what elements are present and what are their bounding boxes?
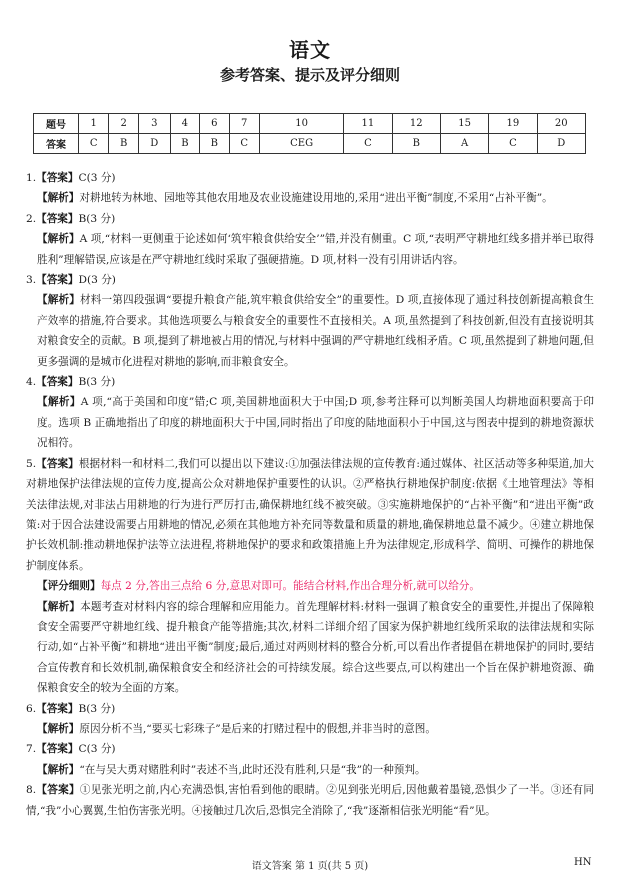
answer-cell: C: [489, 134, 537, 154]
question-number-cell: 3: [138, 114, 170, 134]
answer-tag: 【答案】: [36, 376, 79, 389]
answer-text: ①见张光明之前,内心充满恐惧,害怕看到他的眼睛。②见到张光明后,因他戴着墨镜,恐惧少了一半。③还有同情,“我”小心翼翼,生怕伤害张光明。④接触过几次后,恐惧完全消除了,“我”逐渐相信张光明能“看”见。: [26, 784, 595, 817]
question-number-cell: 19: [489, 114, 537, 134]
answer-cell: B: [170, 134, 199, 154]
analysis-text: 原因分析不当,“要买七彩珠子”是后来的打赌过程中的假想,并非当时的意图。: [79, 722, 436, 735]
analysis-paragraph: [26, 719, 594, 739]
page-title: 语文: [289, 38, 331, 62]
question-number: 6.: [26, 702, 37, 715]
answer-tag: 【答案】: [36, 212, 79, 225]
analysis-text: A 项,“高于美国和印度”错;C 项,美国耕地面积大于中国;D 项,参考注释可以判断美国人均耕地面积要高于印度。选项 B 正确地指出了印度的耕地面积大于中国,同时指出了印度的陆地面积小于中国,这与图表中提到的耕地资源状况相符。: [37, 396, 595, 450]
question-number-cell: 10: [259, 114, 343, 134]
question-number: 5.: [26, 457, 37, 470]
question-number-cell: 20: [537, 114, 585, 134]
answer-tag: 【答案】: [36, 784, 80, 797]
answer-tag: 【答案】: [36, 274, 79, 287]
question-number: 4.: [26, 376, 37, 389]
answer-value: B(3 分): [78, 212, 116, 225]
analysis-tag: 【解析】: [37, 763, 80, 776]
page-footer: 语文答案 第 1 页(共 5 页): [251, 861, 369, 872]
table-header-cell: 答案: [34, 134, 79, 154]
analysis-tag: 【解析】: [37, 294, 81, 307]
answer-cell: D: [138, 134, 170, 154]
question-number-cell: 11: [344, 114, 392, 134]
answer-content: [26, 168, 594, 821]
answer-tag: 【答案】: [36, 743, 79, 756]
question-number-cell: 12: [392, 114, 440, 134]
answer-value: C(3 分): [78, 172, 116, 184]
question-answer-line: [26, 699, 594, 719]
footer-region-code: HN: [574, 857, 592, 868]
question-number-cell: 2: [109, 114, 138, 134]
analysis-tag: 【解析】: [37, 233, 80, 246]
scoring-text: 每点 2 分,答出三点给 6 分,意思对即可。能结合材料,作出合理分析,就可以给分。: [100, 580, 480, 593]
table-header-cell: 题号: [34, 114, 79, 134]
question-answer-line: [26, 168, 594, 188]
question-answer-line: [26, 454, 594, 576]
answer-value: C(3 分): [78, 743, 116, 756]
question-answer-line: [26, 739, 594, 759]
analysis-text: 材料一第四段强调“要提升粮食产能,筑牢粮食供给安全”的重要性。D 项,直接体现了通过科技创新提高粮食生产效率的措施,符合要求。其他选项要么与粮食安全的重要性不直接相关。A 项,虽然提到了科技创新,但没有直接说明其对粮食安全的贡献。B 项,提到了耕地被占用的情况,与材料中强调的严守耕地红线相矛盾。C 项,虽然提到了耕地问题,但更多强调的是城市化进程对耕地的影响,而非粮食安全。: [37, 294, 594, 368]
question-number: 8.: [26, 784, 37, 797]
analysis-text: 本题考查对材料内容的综合理解和应用能力。首先理解材料:材料一强调了粮食安全的重要性,并提出了保障粮食安全需要严守耕地红线、提升粮食产能等措施;其次,材料二详细介绍了国家为保护耕地红线所采取的法律法规和实际行动,如“占补平衡”和耕地“进出平衡”制度;最后,通过对两则材料的整合分析,可以看出作者提倡在耕地保护的同时,要结合宣传教育和长效机制,确保粮食安全和经济社会的可持续发展。综合这些要点,可以构建出一个旨在保护耕地资源、确保粮食安全的较为全面的方案。: [37, 600, 595, 695]
question-number-cell: 4: [170, 114, 199, 134]
answer-cell: A: [440, 134, 488, 154]
answer-cell: C: [229, 134, 259, 154]
answer-cell: CEG: [259, 134, 343, 154]
answer-value: B(3 分): [78, 702, 116, 715]
page-subtitle: 参考答案、提示及评分细则: [219, 66, 400, 84]
question-number: 2.: [26, 212, 37, 225]
answer-value: D(3 分): [78, 274, 116, 287]
question-answer-line: [26, 270, 594, 290]
analysis-paragraph: [26, 229, 594, 270]
question-number: 7.: [26, 743, 37, 756]
answer-table: [33, 113, 586, 154]
question-answer-line: [26, 372, 594, 392]
analysis-tag: 【解析】: [37, 722, 80, 735]
scoring-tag: 【评分细则】: [37, 580, 101, 593]
answer-text: 根据材料一和材料二,我们可以提出以下建议:①加强法律法规的宣传教育:通过媒体、社区活动等多种渠道,加大对耕地保护法律法规的宣传力度,提高公众对耕地保护重要性的认识。②严格执行耕地保护制度:依据《土地管理法》等相关法律法规,对非法占用耕地的行为进行严厉打击,确保耕地红线不被突破。③实施耕地保护的“占补平衡”和“进出平衡”政策:对于因合法建设需要占用耕地的情况,必须在其他地方补充同等数量和质量的耕地,确保耕地总量不减少。④建立耕地保护长效机制:推动耕地保护法等立法进程,将耕地保护的要求和政策措施上升为法律规定,形成科学、简明、可操作的耕地保护制度体系。: [26, 457, 594, 572]
table-row-answers: [34, 134, 586, 154]
question-number: 3.: [26, 274, 37, 287]
answer-cell: B: [200, 134, 229, 154]
question-number-cell: 1: [79, 114, 109, 134]
analysis-paragraph: [26, 760, 594, 780]
answer-tag: 【答案】: [36, 702, 79, 715]
analysis-tag: 【解析】: [37, 600, 81, 613]
question-number-cell: 7: [229, 114, 259, 134]
answer-cell: B: [392, 134, 440, 154]
analysis-text: 对耕地转为林地、园地等其他农用地及农业设施建设用地的,采用“进出平衡”制度,不采用“占补平衡”。: [79, 192, 553, 205]
question-number: 1.: [26, 172, 37, 184]
analysis-tag: 【解析】: [37, 396, 81, 409]
analysis-paragraph: [26, 188, 594, 208]
analysis-tag: 【解析】: [37, 192, 80, 205]
analysis-paragraph: [26, 290, 594, 372]
answer-cell: B: [109, 134, 138, 154]
analysis-text: A 项,“材料一更侧重于论述如何‘筑牢粮食供给安全’”错,并没有侧重。C 项,“表明严守耕地红线多措并举已取得胜利”理解错误,应该是在严守耕地红线时采取了强硬措施。D 项,材料一没有引用讲话内容。: [37, 233, 594, 266]
answer-cell: C: [79, 134, 109, 154]
answer-tag: 【答案】: [36, 457, 79, 470]
question-number-cell: 15: [440, 114, 488, 134]
answer-cell: D: [537, 134, 585, 154]
scoring-paragraph: [26, 576, 594, 596]
question-number-cell: 6: [200, 114, 229, 134]
answer-cell: C: [344, 134, 392, 154]
question-answer-line: [26, 780, 594, 821]
analysis-text: “在与吴大勇对赌胜利时”表述不当,此时还没有胜利,只是“我”的一种预判。: [79, 763, 426, 776]
analysis-paragraph: [26, 392, 594, 453]
answer-value: B(3 分): [78, 376, 116, 389]
question-answer-line: [26, 209, 594, 229]
answer-tag: 【答案】: [36, 172, 79, 184]
analysis-paragraph: [26, 597, 594, 699]
table-row-numbers: [34, 114, 586, 134]
